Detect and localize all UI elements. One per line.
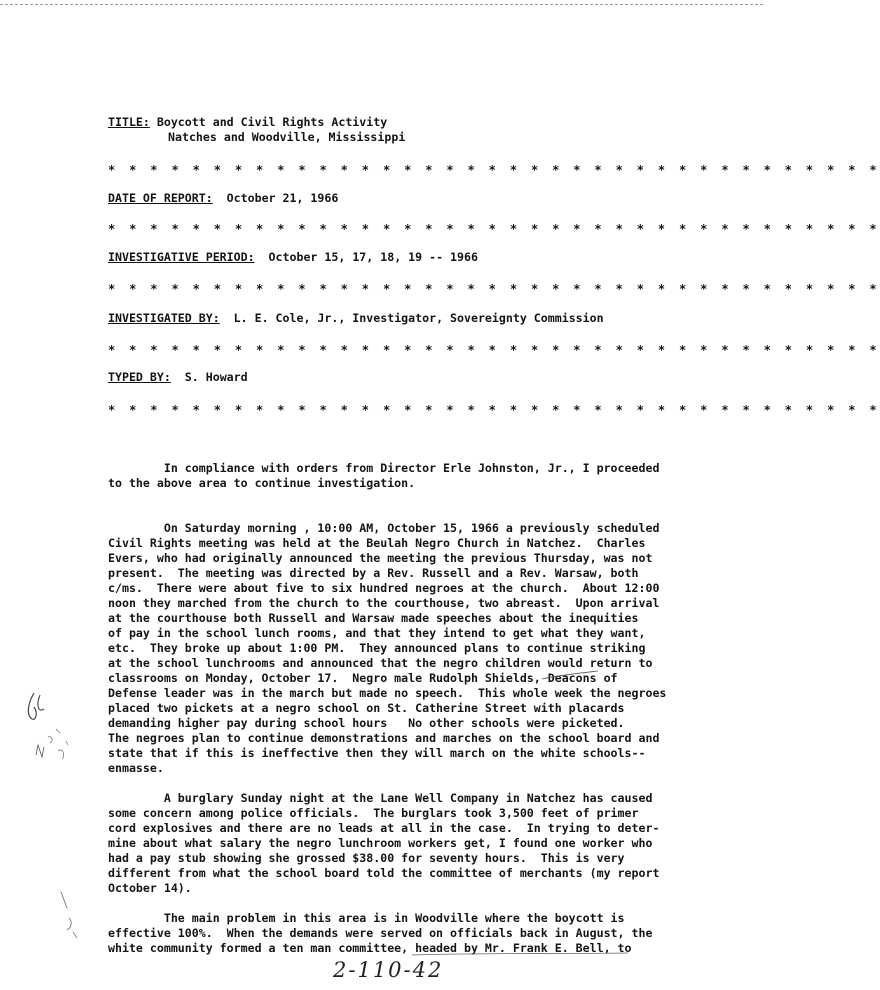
paragraph-3-line: A burglary Sunday night at the Lane Well Company in Natchez has caused [108,791,653,805]
paragraph-3-line: different from what the school board told the committee of merchants (my report [108,866,660,880]
paragraph-2-line: Defense leader was in the march but made no speech. This whole week the negroes [108,686,667,700]
period-value: October 15, 17, 18, 19 -- 1966 [254,250,478,264]
separator-3: * * * * * * * * * * * * * * * * * * * * * * * * * * * * * * * * * * * * * [108,282,880,296]
investigated-by [108,313,604,325]
handwritten-underline-mark-icon [540,665,600,685]
handwritten-margin-mark-icon [55,888,85,948]
separator-4: * * * * * * * * * * * * * * * * * * * * * * * * * * * * * * * * * * * * * [108,343,880,357]
investigator-value: L. E. Cole, Jr., Investigator, Sovereignty Commission [219,311,604,325]
paragraph-2-line: Civil Rights meeting was held at the Beulah Negro Church in Natchez. Charles [108,536,646,550]
typist-value: S. Howard [170,370,248,384]
page-top-edge [0,4,763,5]
paragraph-2-line: On Saturday morning , 10:00 AM, October 15, 1966 a previously scheduled [108,521,660,535]
handwritten-page-number: 2-110-42 [333,958,444,982]
title-label: TITLE: [108,115,150,129]
separator-2: * * * * * * * * * * * * * * * * * * * * * * * * * * * * * * * * * * * * * [108,222,880,236]
handwritten-margin-initials-icon [22,685,72,785]
paragraph-3-line: some concern among police officials. The burglars took 3,500 feet of primer [108,806,639,820]
paragraph-2-line: placed two pickets at a negro school on St. Catherine Street with placards [108,701,625,715]
paragraph-2-line: c/ms. There were about five to six hundred negroes at the church. About 12:00 [108,581,660,595]
paragraph-2-line: at the courthouse both Russell and Warsaw made speeches about the inequities [108,611,639,625]
paragraph-3-line: October 14). [108,881,192,895]
paragraph-2-line: state that if this is ineffective then they will march on the white schools-- [108,746,646,760]
paragraph-2-line: of pay in the school lunch rooms, and that they intend to get what they want, [108,626,646,640]
paragraph-4-line: effective 100%. When the demands were served on officials back in August, the [108,926,653,940]
paragraph-3-line: had a pay stub showing she grossed $38.00 for seventy hours. This is very [108,851,625,865]
typed-by [108,372,248,384]
typist-label: TYPED BY: [108,370,171,384]
paragraph-2-line: at the school lunchrooms and announced that the negro children would return to [108,656,653,670]
period-label: INVESTIGATIVE PERIOD: [108,250,255,264]
paragraph-2-line: Evers, who had originally announced the meeting the previous Thursday, was not [108,551,653,565]
paragraph-1-line: to the above area to continue investigation. [108,476,416,490]
investigator-label: INVESTIGATED BY: [108,311,220,325]
date-value: October 21, 1966 [212,191,339,205]
investigative-period [108,252,478,264]
title-text: Boycott and Civil Rights Activity [149,115,388,129]
separator-1: * * * * * * * * * * * * * * * * * * * * * * * * * * * * * * * * * * * * * [108,163,880,177]
paragraph-2-line: classrooms on Monday, October 17. Negro male Rudolph Shields, Deacons of [108,671,618,685]
title-line [108,117,387,129]
date-label: DATE OF REPORT: [108,191,213,205]
paragraph-4-line: The main problem in this area is in Woodville where the boycott is [108,911,625,925]
date-of-report [108,193,338,205]
paragraph-3-line: mine about what salary the negro lunchroom workers get, I found one worker who [108,836,653,850]
paragraph-4-line: white community formed a ten man committee, headed by Mr. Frank E. Bell, to [108,941,632,955]
paragraph-2-line: demanding higher pay during school hours No other schools were picketed. [108,716,625,730]
paragraph-2-line: The negroes plan to continue demonstrations and marches on the school board and [108,731,660,745]
paragraph-1-line: In compliance with orders from Director Erle Johnston, Jr., I proceeded [108,461,660,475]
separator-5: * * * * * * * * * * * * * * * * * * * * * * * * * * * * * * * * * * * * * [108,403,880,417]
paragraph-2-line: enmasse. [108,761,164,775]
paragraph-2-line: present. The meeting was directed by a Rev. Russell and a Rev. Warsaw, both [108,566,639,580]
title-line-2: Natches and Woodville, Mississippi [168,130,406,144]
paragraph-2-line: noon they marched from the church to the courthouse, two abreast. Upon arrival [108,596,660,610]
paragraph-3-line: cord explosives and there are no leads at all in the case. In trying to deter- [108,821,660,835]
paragraph-2-line: etc. They broke up about 1:00 PM. They announced plans to continue striking [108,641,646,655]
handwritten-underline-mark-icon [410,951,630,959]
